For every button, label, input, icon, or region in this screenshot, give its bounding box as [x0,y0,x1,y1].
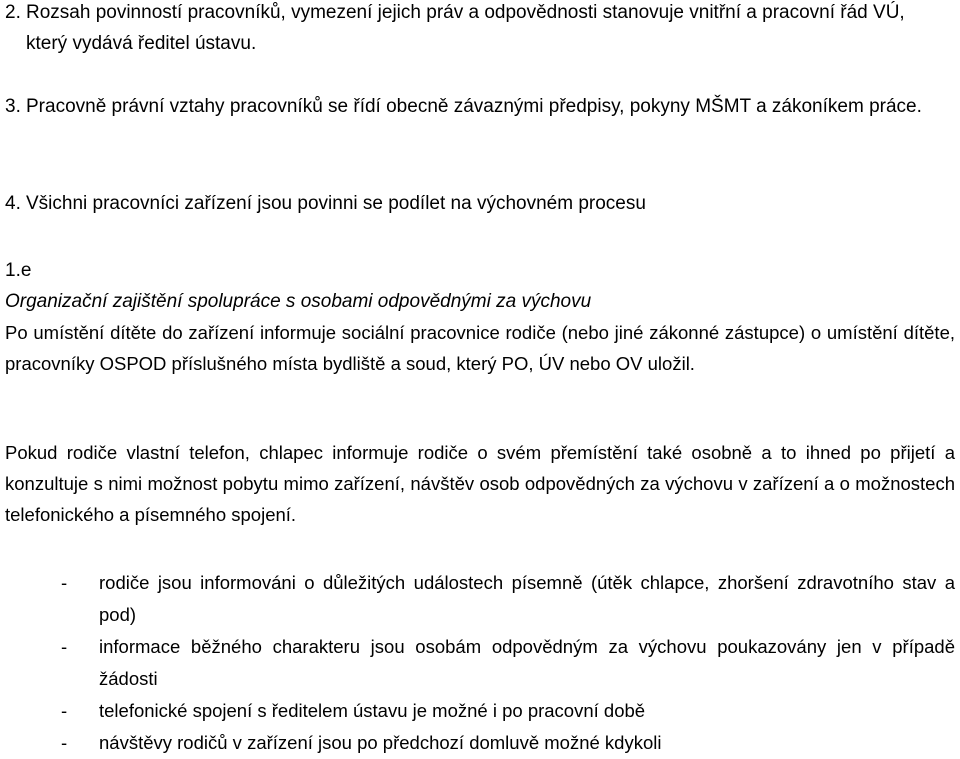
item-text: Rozsah povinností pracovníků, vymezení jejich práv a odpovědnosti stanovuje vnitřní a pracovní řád VÚ, který vydává ředitel ústavu. [26,2,905,54]
numbered-item-4 [5,188,932,219]
item-number: 4. [5,193,21,214]
list-item-text: telefonické spojení s ředitelem ústavu je možné i po pracovní době [99,700,646,721]
bullet-list [5,567,955,759]
numbered-item-3 [5,91,932,122]
list-item [5,727,955,759]
item-text: Pracovně právní vztahy pracovníků se řídí obecně závaznými předpisy, pokyny MŠMT a zákoníkem práce. [26,96,922,117]
bullet-dash: - [61,732,68,753]
item-text: Všichni pracovníci zařízení jsou povinni se podílet na výchovném procesu [26,193,646,214]
item-number: 3. [5,96,21,117]
list-item [5,567,955,631]
list-item [5,695,955,727]
section-title: Organizační zajištění spolupráce s osobami odpovědnými za výchovu [5,291,592,312]
bullet-dash: - [61,700,68,721]
bullet-dash: - [61,636,68,657]
list-item-text: návštěvy rodičů v zařízení jsou po předchozí domluvě možné kdykoli [99,732,662,753]
section-number: 1.e [5,260,32,281]
list-item [5,631,955,695]
list-item-text: rodiče jsou informováni o důležitých událostech písemně (útěk chlapce, zhoršení zdravotního stav a pod) [99,572,955,625]
paragraph-placement: Po umístění dítěte do zařízení informuje sociální pracovnice rodiče (nebo jiné zákonné zástupce) o umístění dítěte, pracovníky OSPOD příslušného místa bydliště a soud, který PO, ÚV nebo OV uložil. [5,322,955,374]
bullet-dash: - [61,572,68,593]
paragraph-phone: Pokud rodiče vlastní telefon, chlapec informuje rodiče o svém přemístění také osobně a to ihned po přijetí a konzultuje s nimi možnost pobytu mimo zařízení, návštěv osob odpovědných za výchovu v zařízení a o možnostech telefonického a písemného spojení. [5,442,955,525]
numbered-item-2 [5,0,932,59]
item-number: 2. [5,2,21,23]
list-item-text: informace běžného charakteru jsou osobám odpovědným za výchovu poukazovány jen v případě žádosti [99,636,955,689]
